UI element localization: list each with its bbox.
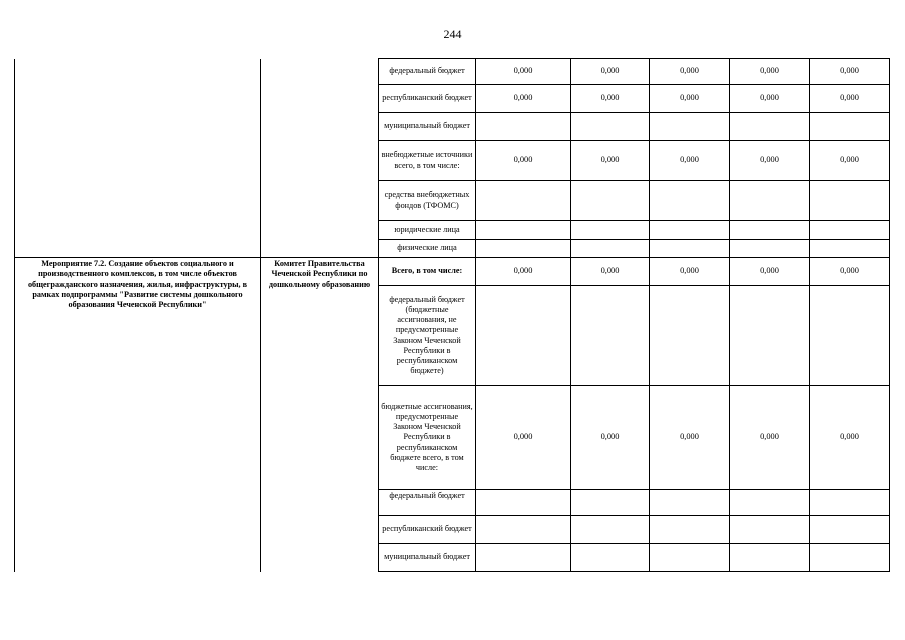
- value-cell: [810, 286, 890, 386]
- value-cell: [650, 113, 730, 141]
- funding-source-cell: физические лица: [379, 240, 476, 258]
- value-cell: 0,000: [730, 141, 810, 181]
- value-cell: [571, 544, 650, 572]
- value-cell: 0,000: [650, 258, 730, 286]
- funding-source-cell: внебюджетные источники всего, в том числе:: [379, 141, 476, 181]
- value-cell: [730, 240, 810, 258]
- value-cell: [571, 113, 650, 141]
- value-cell: [810, 544, 890, 572]
- value-cell: [810, 490, 890, 516]
- value-cell: [476, 490, 571, 516]
- value-cell: [571, 490, 650, 516]
- value-cell: [730, 516, 810, 544]
- event-cell-continued: [15, 59, 261, 258]
- funding-source-cell: федеральный бюджет: [379, 490, 476, 516]
- funding-source-cell: муниципальный бюджет: [379, 113, 476, 141]
- funding-source-cell: Всего, в том числе:: [379, 258, 476, 286]
- value-cell: [571, 221, 650, 240]
- value-cell: 0,000: [476, 386, 571, 490]
- value-cell: [571, 181, 650, 221]
- funding-source-cell: федеральный бюджет: [379, 59, 476, 85]
- value-cell: 0,000: [650, 85, 730, 113]
- value-cell: 0,000: [730, 85, 810, 113]
- value-cell: [571, 240, 650, 258]
- value-cell: [730, 221, 810, 240]
- value-cell: 0,000: [571, 386, 650, 490]
- value-cell: 0,000: [810, 386, 890, 490]
- value-cell: 0,000: [571, 85, 650, 113]
- funding-source-cell: бюджетные ассигнования, предусмотренные Законом Чеченской Республики в республиканском бюджете всего, в том числе:: [379, 386, 476, 490]
- value-cell: [730, 286, 810, 386]
- value-cell: [730, 181, 810, 221]
- value-cell: [650, 181, 730, 221]
- value-cell: [650, 516, 730, 544]
- value-cell: [476, 544, 571, 572]
- funding-source-cell: республиканский бюджет: [379, 516, 476, 544]
- table-row: [15, 59, 890, 85]
- value-cell: [571, 516, 650, 544]
- value-cell: 0,000: [476, 85, 571, 113]
- table-row: [15, 258, 890, 286]
- value-cell: 0,000: [730, 386, 810, 490]
- funding-source-cell: федеральный бюджет (бюджетные ассигнования, не предусмотренные Законом Чеченской Республики в республиканском бюджете): [379, 286, 476, 386]
- value-cell: [571, 286, 650, 386]
- funding-source-cell: средства внебюджетных фондов (ТФОМС): [379, 181, 476, 221]
- value-cell: 0,000: [571, 141, 650, 181]
- value-cell: 0,000: [810, 141, 890, 181]
- value-cell: [810, 221, 890, 240]
- value-cell: [476, 181, 571, 221]
- value-cell: [476, 516, 571, 544]
- value-cell: 0,000: [476, 258, 571, 286]
- value-cell: [476, 286, 571, 386]
- value-cell: [650, 286, 730, 386]
- value-cell: [476, 113, 571, 141]
- funding-source-cell: республиканский бюджет: [379, 85, 476, 113]
- value-cell: [650, 544, 730, 572]
- event-title-cell: Мероприятие 7.2. Создание объектов социального и производственного комплексов, в том числе объектов общегражданского назначения, жилья, инфраструктуры, в рамках подпрограммы "Развитие системы дошкольного образования Чеченской Республики": [15, 258, 261, 572]
- value-cell: [650, 490, 730, 516]
- value-cell: [730, 113, 810, 141]
- value-cell: 0,000: [810, 258, 890, 286]
- value-cell: [476, 240, 571, 258]
- value-cell: 0,000: [476, 141, 571, 181]
- value-cell: 0,000: [810, 59, 890, 85]
- value-cell: [810, 240, 890, 258]
- funding-source-cell: юридические лица: [379, 221, 476, 240]
- value-cell: 0,000: [650, 386, 730, 490]
- value-cell: 0,000: [571, 59, 650, 85]
- responsible-cell-continued: [261, 59, 379, 258]
- value-cell: 0,000: [476, 59, 571, 85]
- value-cell: [810, 516, 890, 544]
- value-cell: [476, 221, 571, 240]
- value-cell: 0,000: [650, 59, 730, 85]
- page-number: 244: [443, 27, 462, 41]
- value-cell: [730, 490, 810, 516]
- value-cell: [810, 181, 890, 221]
- financing-table: [14, 58, 890, 572]
- value-cell: 0,000: [730, 258, 810, 286]
- value-cell: 0,000: [810, 85, 890, 113]
- value-cell: [650, 240, 730, 258]
- value-cell: [810, 113, 890, 141]
- responsible-executor-cell: Комитет Правительства Чеченской Республики по дошкольному образованию: [261, 258, 379, 572]
- value-cell: 0,000: [650, 141, 730, 181]
- value-cell: 0,000: [571, 258, 650, 286]
- funding-source-cell: муниципальный бюджет: [379, 544, 476, 572]
- value-cell: [730, 544, 810, 572]
- value-cell: 0,000: [730, 59, 810, 85]
- value-cell: [650, 221, 730, 240]
